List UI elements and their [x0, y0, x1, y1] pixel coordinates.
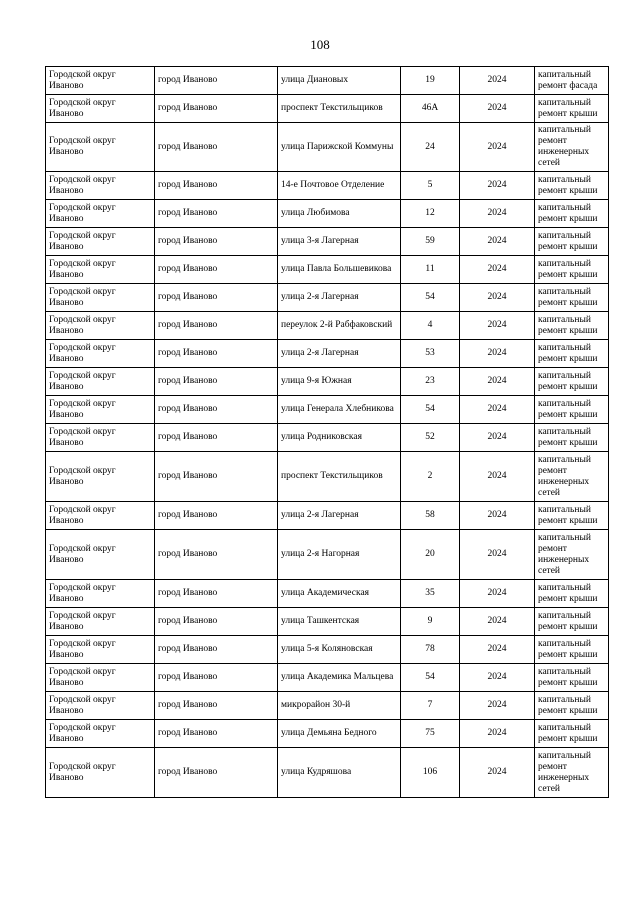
district-cell: Городской округ Иваново	[46, 256, 155, 284]
house-number-cell: 52	[401, 424, 460, 452]
house-number-cell: 11	[401, 256, 460, 284]
street-cell: улица 3-я Лагерная	[278, 228, 401, 256]
district-cell: Городской округ Иваново	[46, 608, 155, 636]
house-number-cell: 5	[401, 172, 460, 200]
year-cell: 2024	[460, 748, 535, 798]
city-cell: город Иваново	[155, 312, 278, 340]
work-type-cell: капитальный ремонт крыши	[535, 608, 609, 636]
year-cell: 2024	[460, 530, 535, 580]
work-type-cell: капитальный ремонт крыши	[535, 200, 609, 228]
street-cell: улица 9-я Южная	[278, 368, 401, 396]
house-number-cell: 78	[401, 636, 460, 664]
street-cell: улица Демьяна Бедного	[278, 720, 401, 748]
street-cell: проспект Текстильщиков	[278, 452, 401, 502]
street-cell: проспект Текстильщиков	[278, 95, 401, 123]
year-cell: 2024	[460, 580, 535, 608]
city-cell: город Иваново	[155, 228, 278, 256]
street-cell: улица 2-я Лагерная	[278, 340, 401, 368]
year-cell: 2024	[460, 200, 535, 228]
city-cell: город Иваново	[155, 502, 278, 530]
year-cell: 2024	[460, 608, 535, 636]
work-type-cell: капитальный ремонт крыши	[535, 95, 609, 123]
house-number-cell: 4	[401, 312, 460, 340]
city-cell: город Иваново	[155, 664, 278, 692]
street-cell: улица Генерала Хлебникова	[278, 396, 401, 424]
year-cell: 2024	[460, 67, 535, 95]
house-number-cell: 19	[401, 67, 460, 95]
year-cell: 2024	[460, 284, 535, 312]
street-cell: 14-е Почтовое Отделение	[278, 172, 401, 200]
city-cell: город Иваново	[155, 172, 278, 200]
table-row	[46, 502, 609, 530]
work-type-cell: капитальный ремонт крыши	[535, 228, 609, 256]
district-cell: Городской округ Иваново	[46, 664, 155, 692]
house-number-cell: 54	[401, 396, 460, 424]
city-cell: город Иваново	[155, 748, 278, 798]
street-cell: улица Академика Мальцева	[278, 664, 401, 692]
district-cell: Городской округ Иваново	[46, 636, 155, 664]
house-number-cell: 106	[401, 748, 460, 798]
city-cell: город Иваново	[155, 340, 278, 368]
work-type-cell: капитальный ремонт крыши	[535, 312, 609, 340]
work-type-cell: капитальный ремонт крыши	[535, 172, 609, 200]
year-cell: 2024	[460, 368, 535, 396]
work-type-cell: капитальный ремонт инженерных сетей	[535, 123, 609, 172]
repair-register-table	[45, 66, 609, 798]
district-cell: Городской округ Иваново	[46, 67, 155, 95]
work-type-cell: капитальный ремонт крыши	[535, 256, 609, 284]
table-row	[46, 228, 609, 256]
house-number-cell: 2	[401, 452, 460, 502]
city-cell: город Иваново	[155, 720, 278, 748]
work-type-cell: капитальный ремонт крыши	[535, 664, 609, 692]
city-cell: город Иваново	[155, 256, 278, 284]
table-row	[46, 284, 609, 312]
street-cell: улица 2-я Лагерная	[278, 502, 401, 530]
table-row	[46, 95, 609, 123]
district-cell: Городской округ Иваново	[46, 530, 155, 580]
table-row	[46, 256, 609, 284]
city-cell: город Иваново	[155, 452, 278, 502]
year-cell: 2024	[460, 664, 535, 692]
work-type-cell: капитальный ремонт крыши	[535, 502, 609, 530]
work-type-cell: капитальный ремонт крыши	[535, 396, 609, 424]
city-cell: город Иваново	[155, 424, 278, 452]
work-type-cell: капитальный ремонт фасада	[535, 67, 609, 95]
city-cell: город Иваново	[155, 636, 278, 664]
street-cell: улица 2-я Нагорная	[278, 530, 401, 580]
district-cell: Городской округ Иваново	[46, 368, 155, 396]
work-type-cell: капитальный ремонт крыши	[535, 580, 609, 608]
table-row	[46, 608, 609, 636]
year-cell: 2024	[460, 396, 535, 424]
table-row	[46, 368, 609, 396]
city-cell: город Иваново	[155, 580, 278, 608]
house-number-cell: 7	[401, 692, 460, 720]
year-cell: 2024	[460, 692, 535, 720]
table-row	[46, 748, 609, 798]
city-cell: город Иваново	[155, 200, 278, 228]
district-cell: Городской округ Иваново	[46, 502, 155, 530]
district-cell: Городской округ Иваново	[46, 284, 155, 312]
year-cell: 2024	[460, 95, 535, 123]
work-type-cell: капитальный ремонт крыши	[535, 720, 609, 748]
table-row	[46, 664, 609, 692]
table-row	[46, 530, 609, 580]
year-cell: 2024	[460, 720, 535, 748]
work-type-cell: капитальный ремонт инженерных сетей	[535, 748, 609, 798]
year-cell: 2024	[460, 228, 535, 256]
work-type-cell: капитальный ремонт крыши	[535, 340, 609, 368]
street-cell: улица Ташкентская	[278, 608, 401, 636]
district-cell: Городской округ Иваново	[46, 312, 155, 340]
table-row	[46, 312, 609, 340]
street-cell: улица Родниковская	[278, 424, 401, 452]
district-cell: Городской округ Иваново	[46, 424, 155, 452]
district-cell: Городской округ Иваново	[46, 452, 155, 502]
house-number-cell: 35	[401, 580, 460, 608]
table-row	[46, 340, 609, 368]
street-cell: улица Павла Большевикова	[278, 256, 401, 284]
year-cell: 2024	[460, 452, 535, 502]
table-row	[46, 396, 609, 424]
street-cell: улица Кудряшова	[278, 748, 401, 798]
street-cell: улица 2-я Лагерная	[278, 284, 401, 312]
district-cell: Городской округ Иваново	[46, 692, 155, 720]
city-cell: город Иваново	[155, 692, 278, 720]
year-cell: 2024	[460, 636, 535, 664]
work-type-cell: капитальный ремонт крыши	[535, 636, 609, 664]
table-row	[46, 200, 609, 228]
district-cell: Городской округ Иваново	[46, 748, 155, 798]
city-cell: город Иваново	[155, 123, 278, 172]
work-type-cell: капитальный ремонт крыши	[535, 368, 609, 396]
house-number-cell: 20	[401, 530, 460, 580]
house-number-cell: 59	[401, 228, 460, 256]
house-number-cell: 9	[401, 608, 460, 636]
work-type-cell: капитальный ремонт крыши	[535, 284, 609, 312]
city-cell: город Иваново	[155, 368, 278, 396]
year-cell: 2024	[460, 256, 535, 284]
house-number-cell: 53	[401, 340, 460, 368]
house-number-cell: 54	[401, 664, 460, 692]
district-cell: Городской округ Иваново	[46, 95, 155, 123]
city-cell: город Иваново	[155, 95, 278, 123]
table-row	[46, 172, 609, 200]
year-cell: 2024	[460, 340, 535, 368]
year-cell: 2024	[460, 502, 535, 530]
city-cell: город Иваново	[155, 284, 278, 312]
street-cell: улица Любимова	[278, 200, 401, 228]
table-row	[46, 123, 609, 172]
work-type-cell: капитальный ремонт инженерных сетей	[535, 452, 609, 502]
work-type-cell: капитальный ремонт крыши	[535, 692, 609, 720]
house-number-cell: 24	[401, 123, 460, 172]
city-cell: город Иваново	[155, 67, 278, 95]
district-cell: Городской округ Иваново	[46, 123, 155, 172]
district-cell: Городской округ Иваново	[46, 396, 155, 424]
table-row	[46, 580, 609, 608]
city-cell: город Иваново	[155, 530, 278, 580]
table-row	[46, 720, 609, 748]
house-number-cell: 54	[401, 284, 460, 312]
city-cell: город Иваново	[155, 608, 278, 636]
table-row	[46, 452, 609, 502]
house-number-cell: 46А	[401, 95, 460, 123]
table-row	[46, 692, 609, 720]
year-cell: 2024	[460, 172, 535, 200]
district-cell: Городской округ Иваново	[46, 200, 155, 228]
district-cell: Городской округ Иваново	[46, 172, 155, 200]
house-number-cell: 23	[401, 368, 460, 396]
city-cell: город Иваново	[155, 396, 278, 424]
house-number-cell: 12	[401, 200, 460, 228]
work-type-cell: капитальный ремонт инженерных сетей	[535, 530, 609, 580]
page-number: 108	[310, 37, 330, 52]
table-row	[46, 424, 609, 452]
street-cell: переулок 2-й Рабфаковский	[278, 312, 401, 340]
house-number-cell: 58	[401, 502, 460, 530]
year-cell: 2024	[460, 424, 535, 452]
district-cell: Городской округ Иваново	[46, 228, 155, 256]
table-body	[46, 67, 609, 798]
district-cell: Городской округ Иваново	[46, 580, 155, 608]
district-cell: Городской округ Иваново	[46, 720, 155, 748]
house-number-cell: 75	[401, 720, 460, 748]
street-cell: улица Парижской Коммуны	[278, 123, 401, 172]
year-cell: 2024	[460, 123, 535, 172]
street-cell: улица Академическая	[278, 580, 401, 608]
table-row	[46, 636, 609, 664]
street-cell: улица 5-я Коляновская	[278, 636, 401, 664]
year-cell: 2024	[460, 312, 535, 340]
district-cell: Городской округ Иваново	[46, 340, 155, 368]
street-cell: улица Диановых	[278, 67, 401, 95]
street-cell: микрорайон 30-й	[278, 692, 401, 720]
table-row	[46, 67, 609, 95]
work-type-cell: капитальный ремонт крыши	[535, 424, 609, 452]
